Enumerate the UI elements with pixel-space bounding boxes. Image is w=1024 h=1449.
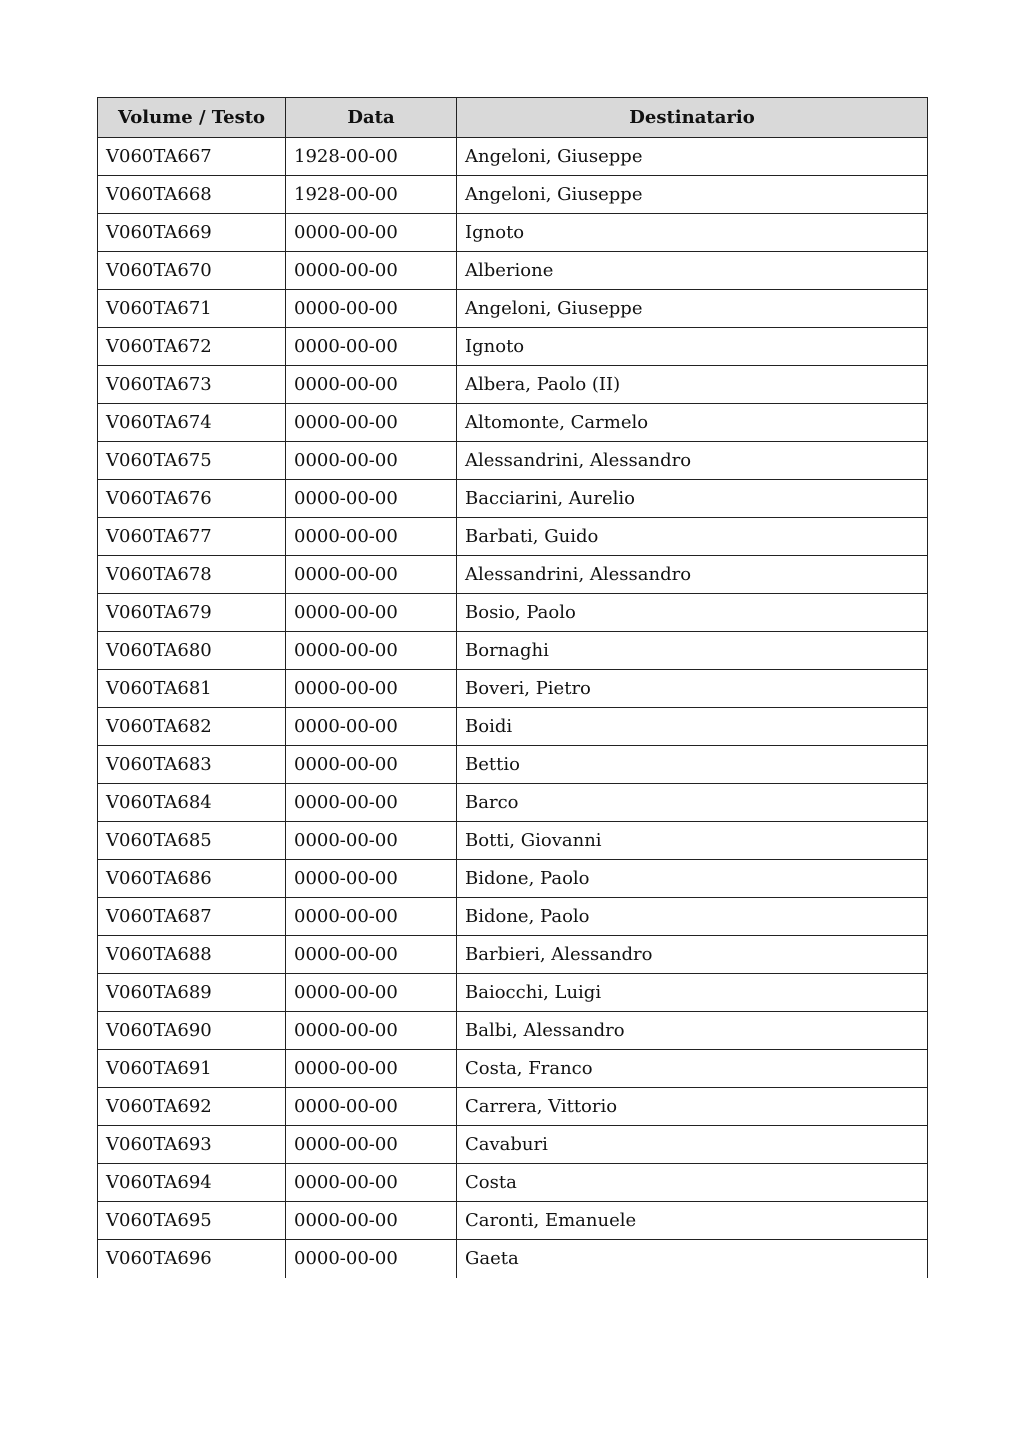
cell-volume-testo: V060TA695 [98,1202,286,1240]
cell-data: 0000-00-00 [286,784,457,822]
cell-destinatario: Boveri, Pietro [457,670,928,708]
table-row [98,480,928,518]
cell-destinatario: Bidone, Paolo [457,898,928,936]
cell-volume-testo: V060TA672 [98,328,286,366]
cell-destinatario: Angeloni, Giuseppe [457,290,928,328]
cell-data: 1928-00-00 [286,176,457,214]
table-row [98,822,928,860]
cell-volume-testo: V060TA679 [98,594,286,632]
table-row [98,290,928,328]
cell-volume-testo: V060TA677 [98,518,286,556]
cell-data: 0000-00-00 [286,328,457,366]
table-row [98,1240,928,1278]
table-body [98,138,928,1278]
cell-destinatario: Barco [457,784,928,822]
table-row [98,252,928,290]
cell-destinatario: Bettio [457,746,928,784]
cell-data: 0000-00-00 [286,822,457,860]
cell-data: 0000-00-00 [286,214,457,252]
table-row [98,784,928,822]
cell-volume-testo: V060TA681 [98,670,286,708]
cell-volume-testo: V060TA689 [98,974,286,1012]
cell-destinatario: Caronti, Emanuele [457,1202,928,1240]
table-row [98,1126,928,1164]
cell-volume-testo: V060TA675 [98,442,286,480]
cell-data: 0000-00-00 [286,290,457,328]
table-row [98,898,928,936]
cell-destinatario: Ignoto [457,328,928,366]
cell-volume-testo: V060TA673 [98,366,286,404]
cell-destinatario: Alessandrini, Alessandro [457,556,928,594]
cell-destinatario: Gaeta [457,1240,928,1278]
cell-data: 0000-00-00 [286,1088,457,1126]
table-row [98,1050,928,1088]
cell-data: 0000-00-00 [286,632,457,670]
cell-volume-testo: V060TA690 [98,1012,286,1050]
cell-volume-testo: V060TA693 [98,1126,286,1164]
cell-volume-testo: V060TA696 [98,1240,286,1278]
cell-data: 0000-00-00 [286,936,457,974]
cell-volume-testo: V060TA682 [98,708,286,746]
table-row [98,442,928,480]
cell-volume-testo: V060TA669 [98,214,286,252]
table-row [98,1202,928,1240]
cell-destinatario: Albera, Paolo (II) [457,366,928,404]
cell-data: 0000-00-00 [286,860,457,898]
table-row [98,556,928,594]
cell-data: 0000-00-00 [286,670,457,708]
cell-volume-testo: V060TA670 [98,252,286,290]
records-table [97,97,928,1278]
table-row [98,746,928,784]
cell-data: 0000-00-00 [286,442,457,480]
cell-data: 0000-00-00 [286,480,457,518]
cell-destinatario: Alessandrini, Alessandro [457,442,928,480]
cell-data: 0000-00-00 [286,556,457,594]
cell-volume-testo: V060TA685 [98,822,286,860]
cell-data: 1928-00-00 [286,138,457,176]
table-row [98,936,928,974]
cell-data: 0000-00-00 [286,1164,457,1202]
cell-destinatario: Barbati, Guido [457,518,928,556]
table-row [98,1164,928,1202]
cell-volume-testo: V060TA667 [98,138,286,176]
table-row [98,594,928,632]
cell-volume-testo: V060TA692 [98,1088,286,1126]
cell-destinatario: Balbi, Alessandro [457,1012,928,1050]
table-row [98,860,928,898]
table-row [98,974,928,1012]
header-volume-testo: Volume / Testo [98,98,286,138]
cell-data: 0000-00-00 [286,1202,457,1240]
cell-data: 0000-00-00 [286,898,457,936]
cell-volume-testo: V060TA676 [98,480,286,518]
table-row [98,404,928,442]
cell-volume-testo: V060TA686 [98,860,286,898]
cell-destinatario: Altomonte, Carmelo [457,404,928,442]
cell-volume-testo: V060TA668 [98,176,286,214]
table-row [98,366,928,404]
cell-volume-testo: V060TA683 [98,746,286,784]
cell-data: 0000-00-00 [286,1126,457,1164]
header-row [98,98,928,138]
cell-volume-testo: V060TA674 [98,404,286,442]
cell-data: 0000-00-00 [286,1050,457,1088]
cell-destinatario: Costa, Franco [457,1050,928,1088]
cell-destinatario: Carrera, Vittorio [457,1088,928,1126]
table-row [98,708,928,746]
cell-destinatario: Cavaburi [457,1126,928,1164]
cell-destinatario: Bosio, Paolo [457,594,928,632]
cell-volume-testo: V060TA694 [98,1164,286,1202]
cell-destinatario: Baiocchi, Luigi [457,974,928,1012]
cell-destinatario: Costa [457,1164,928,1202]
cell-data: 0000-00-00 [286,404,457,442]
cell-destinatario: Angeloni, Giuseppe [457,176,928,214]
cell-data: 0000-00-00 [286,974,457,1012]
cell-volume-testo: V060TA684 [98,784,286,822]
cell-destinatario: Bacciarini, Aurelio [457,480,928,518]
cell-data: 0000-00-00 [286,518,457,556]
table-row [98,1088,928,1126]
cell-destinatario: Botti, Giovanni [457,822,928,860]
header-destinatario: Destinatario [457,98,928,138]
cell-data: 0000-00-00 [286,252,457,290]
cell-volume-testo: V060TA678 [98,556,286,594]
cell-volume-testo: V060TA687 [98,898,286,936]
cell-destinatario: Bornaghi [457,632,928,670]
table-row [98,214,928,252]
cell-volume-testo: V060TA680 [98,632,286,670]
cell-data: 0000-00-00 [286,1240,457,1278]
cell-data: 0000-00-00 [286,366,457,404]
cell-destinatario: Barbieri, Alessandro [457,936,928,974]
cell-data: 0000-00-00 [286,1012,457,1050]
cell-data: 0000-00-00 [286,594,457,632]
table-row [98,176,928,214]
table-header [98,98,928,138]
header-data: Data [286,98,457,138]
cell-volume-testo: V060TA671 [98,290,286,328]
cell-data: 0000-00-00 [286,746,457,784]
cell-destinatario: Angeloni, Giuseppe [457,138,928,176]
table-row [98,670,928,708]
cell-destinatario: Ignoto [457,214,928,252]
cell-destinatario: Alberione [457,252,928,290]
table-row [98,518,928,556]
table-row [98,1012,928,1050]
cell-data: 0000-00-00 [286,708,457,746]
table-row [98,632,928,670]
cell-volume-testo: V060TA688 [98,936,286,974]
table-row [98,138,928,176]
cell-destinatario: Boidi [457,708,928,746]
cell-volume-testo: V060TA691 [98,1050,286,1088]
table-row [98,328,928,366]
cell-destinatario: Bidone, Paolo [457,860,928,898]
